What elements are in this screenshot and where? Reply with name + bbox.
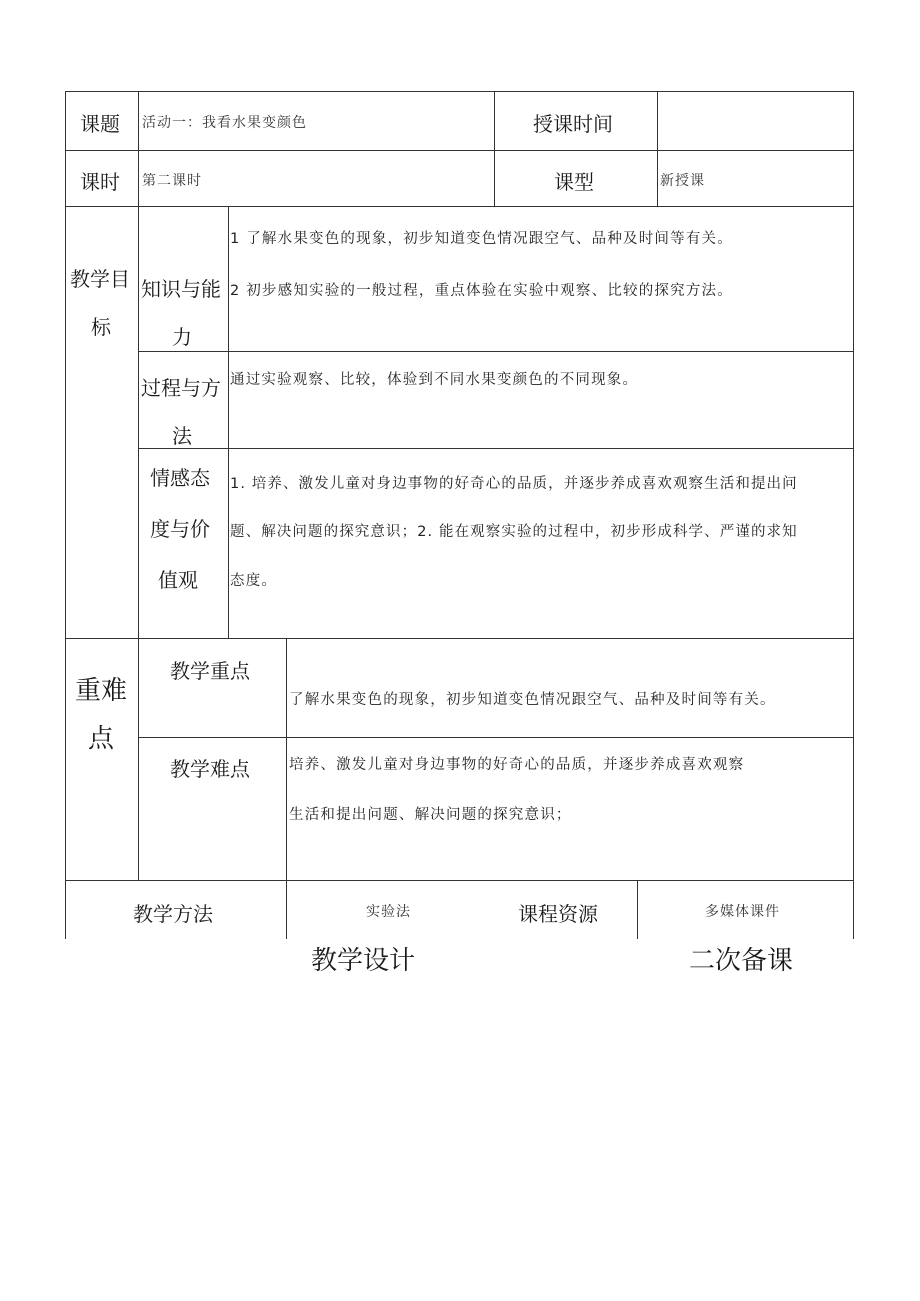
type-label: 课型: [554, 170, 594, 194]
focus-label: 教学重点: [170, 659, 250, 683]
topic-label: 课题: [80, 112, 120, 136]
row-line: [138, 351, 854, 352]
method-label: 教学方法: [133, 902, 213, 926]
period-label: 课时: [80, 170, 120, 194]
col-line: [65, 91, 66, 939]
col-line: [637, 880, 638, 939]
focus-text: 了解水果变色的现象，初步知道变色情况跟空气、品种及时间等有关。: [289, 692, 776, 708]
topic-value: 活动一：我看水果变颜色: [142, 115, 307, 131]
process-text: 通过实验观察、比较，体验到不同水果变颜色的不同现象。: [230, 372, 639, 388]
design-title: 教学设计: [311, 946, 416, 976]
row-line: [65, 638, 854, 639]
key-points-label-2: 点: [88, 724, 115, 754]
row-line: [65, 880, 854, 881]
objectives-label: 教学目: [70, 267, 130, 291]
period-value: 第二课时: [142, 173, 202, 189]
col-line: [853, 91, 854, 939]
row-line: [65, 91, 854, 92]
resource-label: 课程资源: [518, 902, 598, 926]
difficulty-line-1: 培养、激发儿童对身边事物的好奇心的品质，并逐步养成喜欢观察: [289, 757, 745, 773]
col-line: [138, 91, 139, 880]
objectives-label-2: 标: [91, 315, 111, 339]
row-line: [138, 737, 854, 738]
col-line: [228, 206, 229, 638]
resource-value: 多媒体课件: [705, 904, 780, 920]
emotion-line-2: 题、解决问题的探究意识；2. 能在观察实验的过程中，初步形成科学、严谨的求知: [230, 524, 798, 540]
method-value: 实验法: [366, 904, 411, 920]
difficulty-label: 教学难点: [170, 757, 250, 781]
emotion-label-2: 度与价: [150, 517, 210, 541]
review-title: 二次备课: [689, 946, 794, 976]
knowledge-label: 知识与能: [141, 277, 221, 301]
type-value: 新授课: [660, 173, 705, 189]
knowledge-item-2: 2 初步感知实验的一般过程，重点体验在实验中观察、比较的探究方法。: [230, 283, 733, 299]
row-line: [138, 448, 854, 449]
row-line: [65, 150, 854, 151]
row-line: [65, 206, 854, 207]
knowledge-item-1: 1 了解水果变色的现象，初步知道变色情况跟空气、品种及时间等有关。: [230, 231, 733, 247]
class-time-label: 授课时间: [533, 112, 613, 136]
process-label: 过程与方: [141, 376, 221, 400]
emotion-line-1: 1. 培养、激发儿童对身边事物的好奇心的品质，并逐步养成喜欢观察生活和提出问: [230, 476, 798, 492]
emotion-line-3: 态度。: [230, 573, 278, 589]
emotion-label-3: 值观: [158, 568, 198, 592]
col-line: [286, 638, 287, 939]
difficulty-line-2: 生活和提出问题、解决问题的探究意识；: [289, 807, 572, 823]
col-line: [657, 91, 658, 206]
knowledge-label-2: 力: [172, 325, 192, 349]
emotion-label: 情感态: [150, 466, 210, 490]
key-points-label: 重难: [75, 676, 128, 706]
col-line: [494, 91, 495, 206]
process-label-2: 法: [172, 424, 192, 448]
